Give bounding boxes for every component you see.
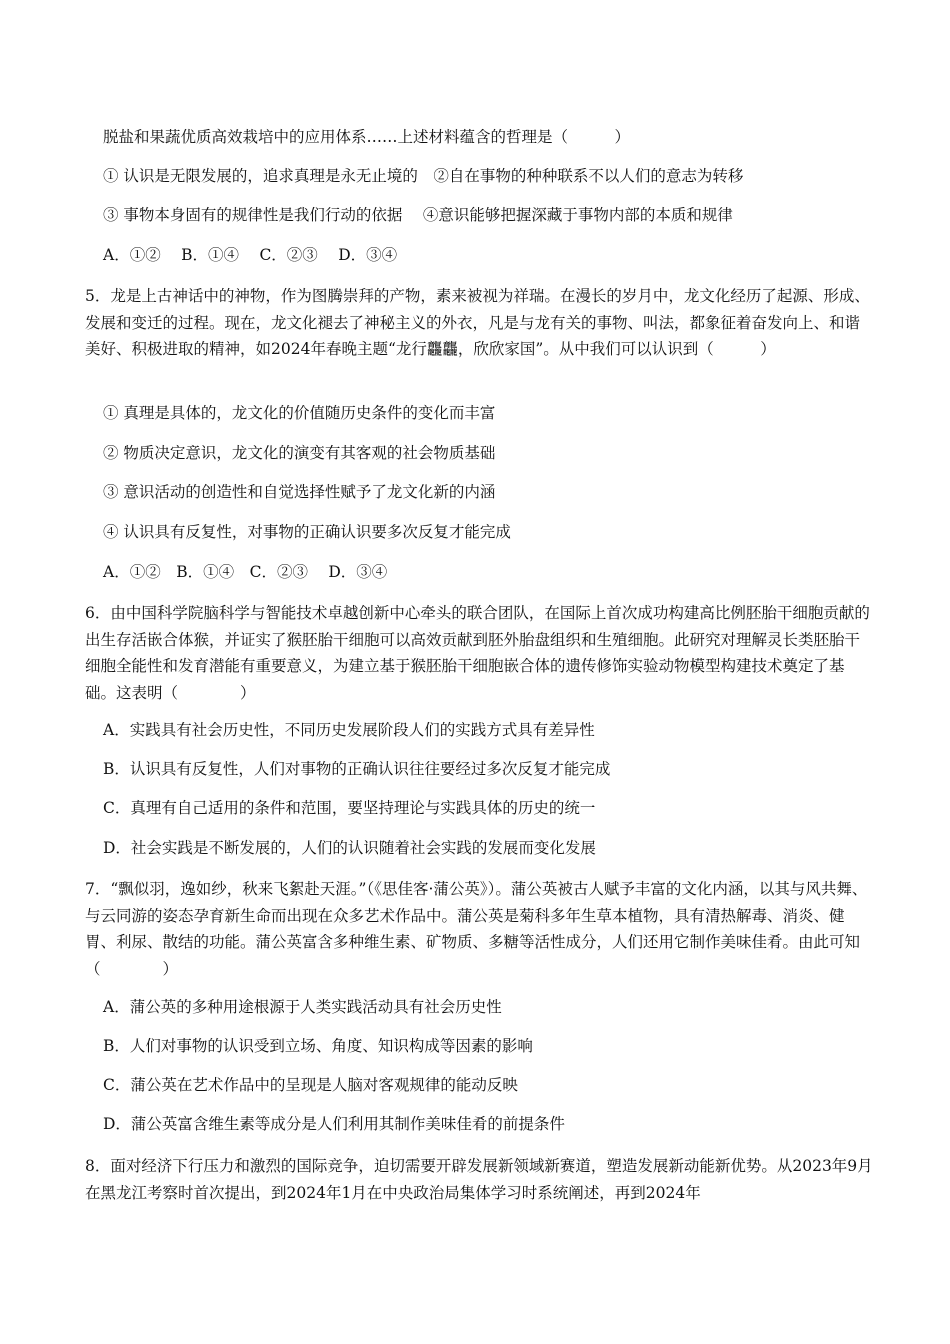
q6-option-c: C．真理有自己适用的条件和范围，要坚持理论与实践具体的历史的统一 <box>103 799 596 817</box>
q6-option-d: D．社会实践是不断发展的，人们的认识随着社会实践的发展而变化发展 <box>103 839 596 857</box>
q7-option-b: B．人们对事物的认识受到立场、角度、知识构成等因素的影响 <box>103 1037 533 1055</box>
q7-option-c: C．蒲公英在艺术作品中的呈现是人脑对客观规律的能动反映 <box>103 1076 518 1094</box>
q4-statements-1-2: ① 认识是无限发展的，追求真理是永无止境的 ②自在事物的种种联系不以人们的意志为转移 <box>103 167 744 185</box>
q5-stem: 5．龙是上古神话中的神物，作为图腾崇拜的产物，素来被视为祥瑞。在漫长的岁月中，龙文化经历了起源、形成、发展和变迁的过程。现在，龙文化褪去了神秘主义的外衣，凡是与龙有关的事物、叫法，都象征着奋发向上、和谐美好、积极进取的精神，如2024年春晚主题“龙行龘龘，欣欣家国”。从中我们可以认识到（ ） <box>85 287 870 358</box>
q5-statement-4: ④ 认识具有反复性，对事物的正确认识要多次反复才能完成 <box>103 523 511 541</box>
q4-statements-3-4: ③ 事物本身固有的规律性是我们行动的依据 ④意识能够把握深藏于事物内部的本质和规律 <box>103 206 733 224</box>
q4-stem-continuation: 脱盐和果蔬优质高效栽培中的应用体系……上述材料蕴含的哲理是（ ） <box>103 128 631 146</box>
q6-option-a: A．实践具有社会历史性，不同历史发展阶段人们的实践方式具有差异性 <box>103 721 595 739</box>
q6-option-b: B．认识具有反复性，人们对事物的正确认识往往要经过多次反复才能完成 <box>103 760 611 778</box>
q7-option-d: D．蒲公英富含维生素等成分是人们利用其制作美味佳肴的前提条件 <box>103 1115 565 1133</box>
q7-option-a: A．蒲公英的多种用途根源于人类实践活动具有社会历史性 <box>103 998 502 1016</box>
q7-stem: 7．“飘似羽，逸如纱，秋来飞絮赴天涯。”（《思佳客·蒲公英》）。蒲公英被古人赋予丰富的文化内涵，以其与风共舞、与云同游的姿态孕育新生命而出现在众多艺术作品中。蒲公英是菊科多年生草本植物，具有清热解毒、消炎、健胃、利尿、散结的功能。蒲公英富含多种维生素、矿物质、多糖等活性成分，人们还用它制作美味佳肴。由此可知（ ） <box>85 880 868 978</box>
q5-statement-1: ① 真理是具体的，龙文化的价值随历史条件的变化而丰富 <box>103 404 496 422</box>
q8-stem: 8．面对经济下行压力和激烈的国际竞争，迫切需要开辟发展新领域新赛道，塑造发展新动能新优势。从2023年9月在黑龙江考察时首次提出，到2024年1月在中央政治局集体学习时系统阐述，再到2024年 <box>85 1157 873 1202</box>
q5-statement-2: ② 物质决定意识，龙文化的演变有其客观的社会物质基础 <box>103 444 496 462</box>
q4-answer-choices: A．①② B．①④ C．②③ D．③④ <box>103 246 398 264</box>
q5-statement-3: ③ 意识活动的创造性和自觉选择性赋予了龙文化新的内涵 <box>103 483 496 501</box>
q6-stem: 6．由中国科学院脑科学与智能技术卓越创新中心牵头的联合团队，在国际上首次成功构建高比例胚胎干细胞贡献的出生存活嵌合体猴，并证实了猴胚胎干细胞可以高效贡献到胚外胎盘组织和生殖细胞。此研究对理解灵长类胚胎干细胞全能性和发育潜能有重要意义，为建立基于猴胚胎干细胞嵌合体的遗传修饰实验动物模型构建技术奠定了基础。这表明（ ） <box>85 604 870 702</box>
q5-answer-choices: A．①② B．①④ C．②③ D．③④ <box>103 563 388 581</box>
